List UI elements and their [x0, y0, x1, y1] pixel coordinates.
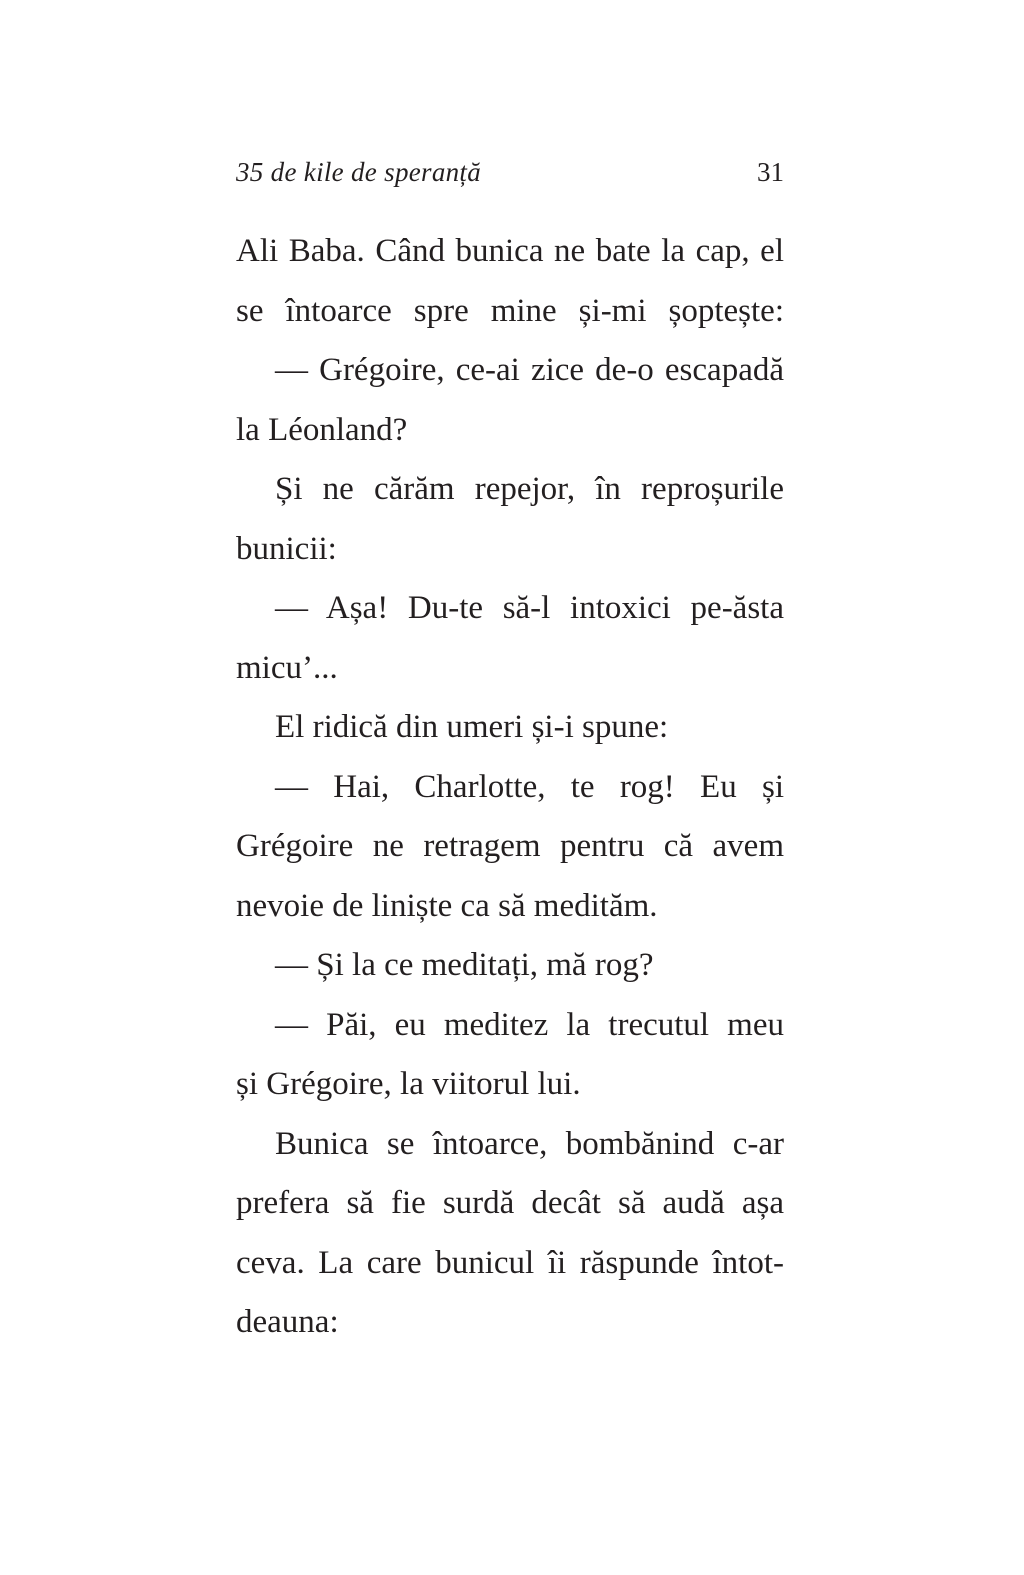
text-line: micu’...	[236, 649, 338, 686]
text-line: — Așa! Du-te să-l intoxici pe-ăsta	[275, 590, 784, 626]
text-line: nevoie de liniște ca să medităm.	[236, 887, 658, 924]
text-line: Și ne cărăm repejor, în reproșurile	[275, 471, 784, 507]
text-line: deauna:	[236, 1304, 339, 1340]
text-line: — Grégoire, ce-ai zice de-o escapadă	[275, 352, 784, 388]
text-line: Grégoire ne retragem pentru că avem	[236, 828, 784, 864]
text-line: ceva. La care bunicul îi răspunde întot-	[236, 1244, 784, 1281]
text-line: la Léonland?	[236, 411, 408, 448]
text-line: Bunica se întoarce, bombănind c-ar	[275, 1125, 784, 1162]
running-header	[236, 152, 784, 192]
text-line: și Grégoire, la viitorul lui.	[236, 1066, 581, 1102]
text-line: bunicii:	[236, 530, 337, 567]
text-line: Ali Baba. Când bunica ne bate la cap, el	[236, 233, 784, 269]
text-line: se întoarce spre mine și-mi șoptește:	[236, 292, 784, 329]
page-number: 31	[757, 157, 784, 187]
text-line: — Hai, Charlotte, te rog! Eu și	[275, 768, 784, 805]
text-line: — Și la ce meditați, mă rog?	[275, 947, 654, 983]
book-title: 35 de kile de speranță	[236, 157, 482, 187]
text-line: prefera să fie surdă decât să audă așa	[236, 1185, 784, 1221]
text-line: — Păi, eu meditez la trecutul meu	[275, 1006, 784, 1043]
text-line: El ridică din umeri și-i spune:	[275, 709, 669, 745]
body-text	[236, 222, 784, 1353]
